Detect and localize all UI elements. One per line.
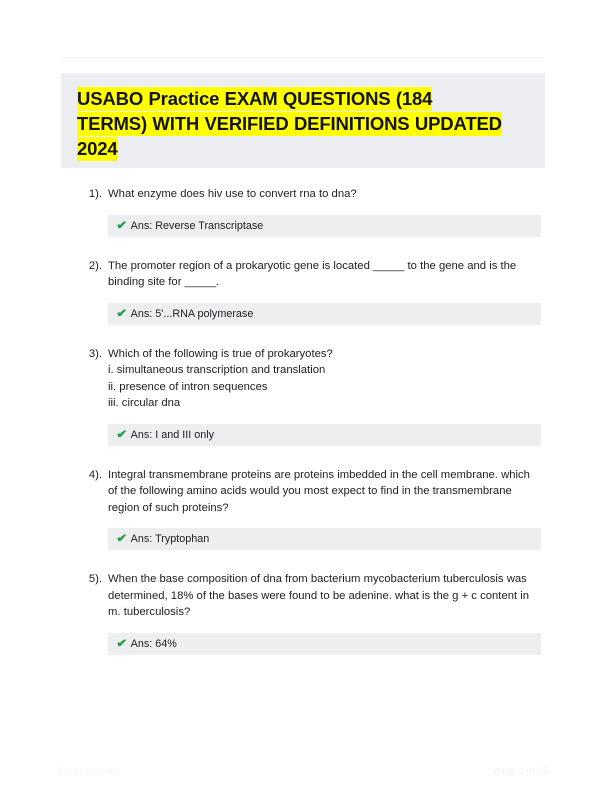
answer-text: 5'...RNA polymerase	[155, 307, 254, 320]
check-icon: ✔	[116, 219, 128, 232]
answer-box	[108, 633, 541, 655]
header-divider	[62, 57, 544, 58]
answer-text: Tryptophan	[155, 533, 210, 545]
question-item	[0, 258, 606, 325]
page-title	[77, 86, 529, 161]
question-list	[0, 186, 606, 676]
question-text: Which of the following is true of prokaryotes?	[108, 347, 333, 360]
answer-box	[108, 528, 541, 550]
title-banner	[61, 73, 545, 168]
title-line-3: 2024	[77, 138, 118, 159]
question-text: The promoter region of a prokaryotic gene is located _____ to the gene and is the binding site for _____.	[108, 259, 517, 288]
question-item	[0, 186, 606, 237]
question-item	[0, 467, 606, 551]
question-number: 3).	[88, 347, 102, 360]
answer-prefix: Ans:	[130, 307, 153, 320]
answer-box	[108, 215, 541, 237]
question-number: 1).	[88, 188, 102, 200]
question-item	[0, 346, 606, 446]
check-icon: ✔	[116, 533, 128, 545]
answer-prefix: Ans:	[130, 533, 153, 545]
question-subline: iii. circular dna	[108, 397, 181, 409]
answer-prefix: Ans:	[130, 637, 153, 650]
title-line-1: USABO Practice EXAM QUESTIONS (184	[77, 88, 433, 109]
answer-text: Reverse Transcriptase	[155, 219, 264, 232]
question-subline: ii. presence of intron sequences	[108, 380, 268, 393]
page-footer	[0, 766, 606, 782]
question-number: 2).	[88, 259, 102, 272]
question-number: 5).	[88, 573, 102, 585]
title-line-2: TERMS) WITH VERIFIED DEFINITIONS UPDATED	[77, 113, 502, 134]
answer-prefix: Ans:	[130, 219, 153, 232]
answer-text: 64%	[155, 637, 177, 650]
question-number: 4).	[88, 468, 102, 481]
question-subline: i. simultaneous transcription and translation	[108, 364, 326, 376]
answer-box	[108, 303, 541, 325]
question-text: Integral transmembrane proteins are proteins imbedded in the cell membrane. which of the following amino acids would you most expect to find in the transmembrane region of such proteins?	[108, 468, 530, 514]
check-icon: ✔	[116, 428, 128, 441]
watermark-text: PaperStic.com	[58, 766, 118, 776]
question-text: What enzyme does hiv use to convert rna to dna?	[108, 188, 357, 200]
check-icon: ✔	[116, 637, 128, 650]
check-icon: ✔	[116, 307, 128, 320]
question-text: When the base composition of dna from bacterium mycobacterium tuberculosis was determined, 18% of the bases were found to be adenine. what is the g + c content in m. tuberculosis?	[108, 573, 530, 618]
answer-box	[108, 424, 541, 446]
answer-text: I and III only	[155, 428, 215, 441]
page-number: Page 1 of 25	[493, 766, 548, 776]
question-item	[0, 571, 606, 655]
answer-prefix: Ans:	[130, 428, 153, 441]
